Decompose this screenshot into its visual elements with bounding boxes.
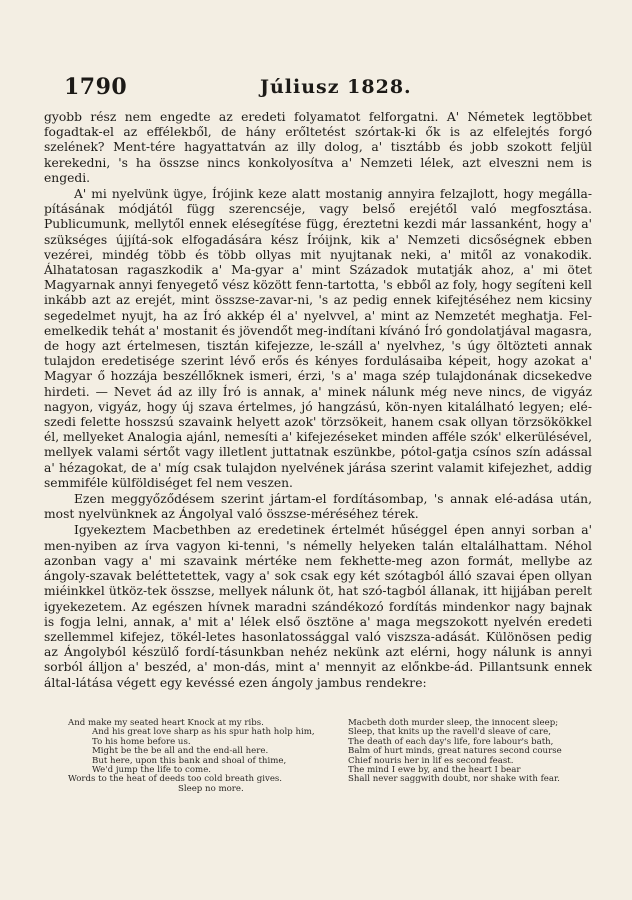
verse-line: To his home before us. (92, 736, 191, 747)
verse-line: Balm of hurt minds, great natures second course (348, 746, 562, 757)
verse-line: Chief nouris her in lif es second feast. (348, 755, 514, 766)
paragraph: A' mi nyelvünk ügye, Írójink keze alatt mostanig annyira felzajlott, hogy megálla-pításának módjától függ szerencséje, vagy belső erejétől való megfosztása. Publicumunk, mellytől ennek elésegítése függ, éreztetni kezdi már lassanként, hogy a' szükséges újjítá-sok elfogadására kész Íróijnk, kik a' Nemzeti dicsőségnek ebben vezérei, mindég több és több ollyas mit nyujtanak neki, a' mitől az vonakodik. Álhatatosan ragaszkodik a' Ma-gyar a' mint Századok mutatják ahoz, a' mi ötet Magyarnak annyi fenyegető vész között fenn-tartotta, 's ebből az foly, hogy segíteni kell inkább azt az erejét, mint összse-zavar-ni, 's az pedig ennek kifejtéséhez nem kicsiny segedelmet nyujt, ha az Író akkép él a' nyelvvel, a' mint az Nemzetét meghatja. Fel-emelkedik tehát a' mostanit és jövendőt meg-indítani kívánó Író gondolatjával magasra, de hogy azt értelmesen, tisztán kifejezze, le-száll a' nyelvhez, 's úgy öltözteti annak tulajdon eredetisége szerint lévő erős és kényes fordulásaiba képeit, hogy azokat a' Magyar ő hozzája beszéllőknek ismeri, érzi, 's a' maga szép tulajdonának dicsekedve hirdeti. — Nevet ád az illy Író is annak, a' minek nálunk még neve nincs, de vigyáz nagyon, vigyáz, hogy új szava értelmes, jó hangzású, kön-nyen kitalálható legyen; elé-szedi felette hosszsú szavaink helyett azok' törzsökeit, hanem csak ollyan törzsökökkel él, mellyeket Analogia ajánl, nemesíti a' kifejezéseket minden afféle szók' elkerülésével, mellyek valami sértőt vagy illetlent juttatnak eszünkbe, pótol-gatja csínos szín adással a' hézagokat, de a' míg csak tulajdon nyelvének járása szerint valamit kifejezhet, addig semmiféle külföldiséget fel nem veszen. (44, 187, 592, 490)
page-number: 1790 (64, 74, 128, 100)
verse-column-right (348, 719, 562, 785)
verse-line: Macbeth doth murder sleep, the innocent sleep; (348, 718, 559, 728)
verse-line: Might be the be all and the end-all here. (92, 746, 269, 757)
verse-line: Sleep no more. (178, 783, 244, 794)
verse-line: And make my seated heart Knock at my ribs. (68, 718, 264, 728)
paragraph: Ezen meggyőződésem szerint jártam-el fordításombap, 's annak elé-adása után, most nyelvünknek az Ángolyal való összse-méréséhez térek. (44, 492, 592, 522)
verse-line: The death of each day's life, fore labour's bath, (348, 736, 554, 747)
verse-line: But here, upon this bank and shoal of thime, (92, 755, 287, 766)
verse-line: Sleep, that knits up the ravell'd sleave of care, (348, 727, 551, 738)
running-head: Júliusz 1828. (260, 76, 412, 98)
verse-line: The mind I ewe by, and the heart I bear (348, 765, 521, 776)
paragraph: gyobb rész nem engedte az eredeti folyamatot felforgatni. A' Németek legtöbbet fogadtak-el az effélekből, de hány erőltetést szórtak-ki ők is az elfelejtés forgó szelének? Ment-tére hagyattatván az illy dolog, a' tisztább és jobb szokott feljül kerekedni, 's ha összse nincs konkolyosítva a' Nemzeti lélek, azt elveszni nem is engedi. (44, 110, 592, 185)
paragraph: Igyekeztem Macbethben az eredetinek értelmét hűséggel épen annyi sorban a' men-nyiben az írva vagyon ki-tenni, 's némelly helyeken talán eltalálhattam. Néhol azonban vagy a' mi szavaink mértéke nem fekhette-meg azon formát, mellybe az ángoly-szavak beléttetettek, vagy a' sok csak egy két szótagból álló szavai épen ollyan miéinkkel ütköz-tek összse, mellyek nálunk öt, hat szó-tagból állanak, itt hijjában perelt igyekezetem. Az egészen hívnek maradni szándékozó fordítás mindenkor nagy bajnak is fogja lelni, annak, a' mit a' lélek első ösztöne a' maga megszokott nyelvén eredeti szellemmel kifejez, tökél-letes hasonlatossággal való viszsza-adását. Különösen pedig az Ángolyból készülő fordí-tásunkban nehéz nekünk azt elérni, hogy nálunk is annyi sorból álljon a' beszéd, a' mon-dás, mint a' mennyit az előnkbe-ád. Pillantsunk ennek által-látása végett egy kevéssé ezen ángoly jambus rendekre: (44, 523, 592, 690)
page-header (64, 74, 564, 102)
body-text (44, 110, 592, 692)
verse-quotations (58, 718, 578, 794)
verse-line: And his great love sharp as his spur hath holp him, (92, 727, 315, 738)
verse-line: Shall never saggwith doubt, nor shake with fear. (348, 774, 560, 785)
verse-line: We'd jump the life to come. (92, 765, 212, 776)
verse-column-left (68, 719, 315, 794)
verse-line: Words to the heat of deeds too cold breath gives. (68, 774, 283, 785)
